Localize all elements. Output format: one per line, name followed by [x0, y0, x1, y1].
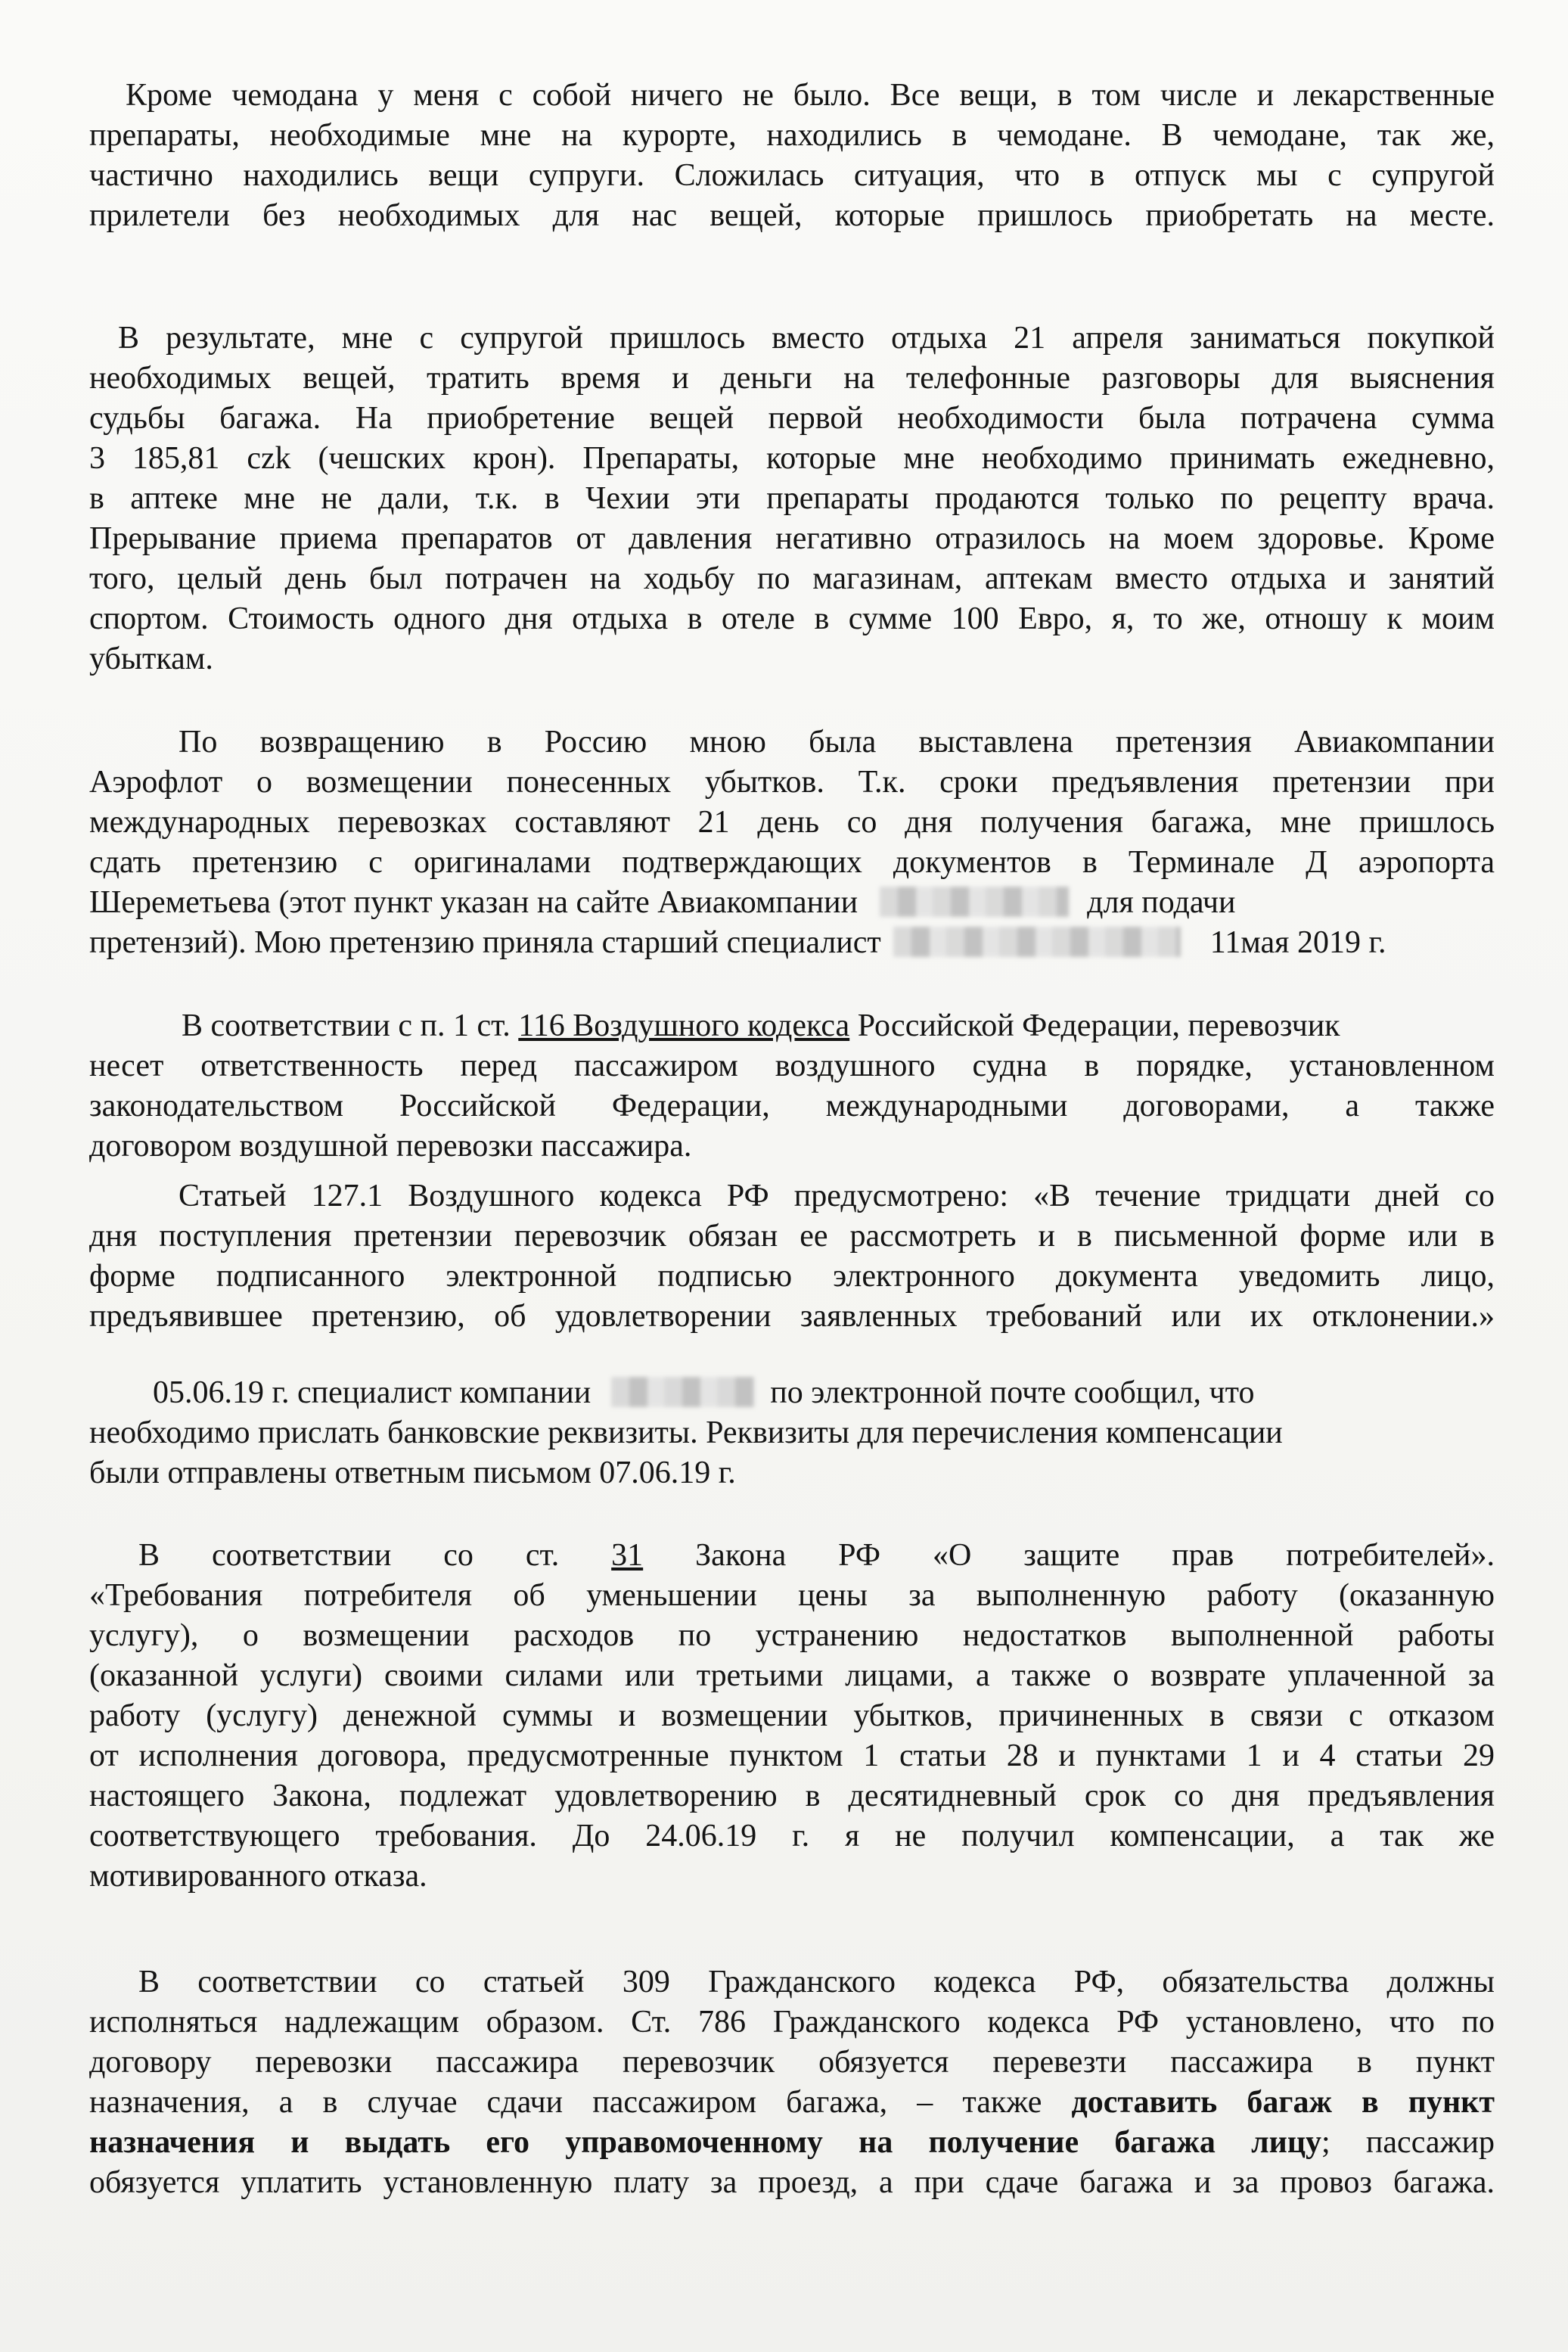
text-line: необходимых вещей, тратить время и деньги на телефонные разговоры для выяснения	[89, 361, 1495, 396]
paragraph-7	[89, 1536, 1495, 1897]
text-segment: назначения, а в случае сдачи пассажиром багажа, – также	[89, 2085, 1042, 2120]
text-line: прилетели без необходимых для нас вещей, которые пришлось приобретать на месте.	[89, 198, 1495, 233]
text-line: договору перевозки пассажира перевозчик обязуется перевезти пассажира в пункт	[89, 2045, 1495, 2080]
text-line: того, целый день был потрачен на ходьбу по магазинам, аптекам вместо отдыха и занятий	[89, 561, 1495, 596]
text-line: (оказанной услуги) своими силами или третьими лицами, а также о возврате уплаченной за	[89, 1658, 1495, 1693]
text-segment: В соответствии с п. 1 ст.	[182, 1008, 511, 1043]
text-segment: 05.06.19 г. специалист компании	[153, 1375, 591, 1410]
text-line: настоящего Закона, подлежат удовлетворению в десятидневный срок со дня предъявления	[89, 1779, 1495, 1813]
text-line: Кроме чемодана у меня с собой ничего не было. Все вещи, в том числе и лекарственные	[126, 78, 1495, 113]
text-segment: по электронной почте сообщил, что	[770, 1375, 1255, 1410]
law-article-link[interactable]: 31	[611, 1538, 644, 1573]
text-line: Аэрофлот о возмещении понесенных убытков. Т.к. сроки предъявления претензии при	[89, 765, 1495, 800]
text-line	[89, 1006, 1495, 1046]
text-line: Прерывание приема препаратов от давления негативно отразилось на моем здоровье. Кроме	[89, 521, 1495, 556]
text-line: препараты, необходимые мне на курорте, находились в чемодане. В чемодане, так же,	[89, 118, 1495, 153]
text-line: «Требования потребителя об уменьшении цены за выполненную работу (оказанную	[89, 1578, 1495, 1613]
text-line: были отправлены ответным письмом 07.06.19 г.	[89, 1456, 736, 1490]
text-segment: Российской Федерации, перевозчик	[857, 1008, 1340, 1043]
bold-text: доставить багаж в пункт	[1071, 2085, 1495, 2120]
text-line: необходимо прислать банковские реквизиты. Реквизиты для перечисления компенсации	[89, 1415, 1283, 1450]
text-line: международных перевозках составляют 21 день со дня получения багажа, мне пришлось	[89, 805, 1495, 840]
text-line	[89, 2123, 1495, 2163]
text-line: в аптеке мне не дали, т.к. в Чехии эти препараты продаются только по рецепту врача.	[89, 481, 1495, 516]
paragraph-2	[89, 318, 1495, 679]
text-line	[89, 923, 1495, 963]
text-line: В соответствии со статьей 309 Гражданского кодекса РФ, обязательства должны	[138, 1965, 1495, 1999]
paragraph-4	[89, 1006, 1495, 1167]
text-line	[89, 883, 1495, 923]
text-line: форме подписанного электронной подписью электронного документа уведомить лицо,	[89, 1259, 1495, 1294]
paragraph-6	[89, 1373, 1495, 1493]
text-line: от исполнения договора, предусмотренные пунктом 1 статьи 28 и пунктами 1 и 4 статьи 29	[89, 1738, 1495, 1773]
text-segment: претензий). Мою претензию приняла старший специалист	[89, 925, 881, 960]
text-line: исполняться надлежащим образом. Ст. 786 Гражданского кодекса РФ установлено, что по	[89, 2005, 1495, 2040]
text-line	[89, 1373, 1495, 1413]
text-line: мотивированного отказа.	[89, 1859, 427, 1894]
text-line: сдать претензию с оригиналами подтверждающих документов в Терминале Д аэропорта	[89, 845, 1495, 880]
paragraph-1	[89, 76, 1495, 236]
bold-text: назначения и выдать его управомоченному на получение багажа лицу	[89, 2125, 1322, 2160]
text-line: обязуется уплатить установленную плату за проезд, а при сдаче багажа и за провоз багажа.	[89, 2165, 1495, 2200]
text-segment: Закона РФ «О защите прав потребителей».	[695, 1538, 1495, 1573]
text-line: Статьей 127.1 Воздушного кодекса РФ предусмотрено: «В течение тридцати дней со	[179, 1179, 1495, 1213]
redacted-airline-name	[880, 887, 1069, 917]
text-segment: Шереметьева (этот пункт указан на сайте Авиакомпании	[89, 885, 859, 920]
paragraph-8	[89, 1962, 1495, 2203]
text-line	[89, 2083, 1495, 2123]
text-line: судьбы багажа. На приобретение вещей первой необходимости была потрачена сумма	[89, 401, 1495, 436]
redacted-specialist-name	[893, 927, 1181, 957]
text-line: По возвращению в Россию мною была выставлена претензия Авиакомпании	[179, 725, 1495, 760]
text-segment: В соответствии со ст.	[138, 1538, 560, 1573]
text-line: работу (услугу) денежной суммы и возмещении убытков, причиненных в связи с отказом	[89, 1698, 1495, 1733]
redacted-company-name	[611, 1377, 755, 1407]
paragraph-3	[89, 722, 1495, 963]
text-segment: для подачи	[1087, 885, 1236, 920]
text-line: В результате, мне с супругой пришлось вместо отдыха 21 апреля заниматься покупкой	[118, 321, 1495, 356]
text-line: соответствующего требования. До 24.06.19 г. я не получил компенсации, а так же	[89, 1819, 1495, 1853]
text-line: несет ответственность перед пассажиром воздушного судна в порядке, установленном	[89, 1049, 1495, 1083]
text-line: предъявившее претензию, об удовлетворении заявленных требований или их отклонении.»	[89, 1299, 1495, 1334]
text-segment: 11мая 2019 г.	[1209, 925, 1386, 960]
text-line: спортом. Стоимость одного дня отдыха в отеле в сумме 100 Евро, я, то же, отношу к моим	[89, 601, 1495, 636]
text-segment: ; пассажир	[1321, 2125, 1495, 2160]
text-line: договором воздушной перевозки пассажира.	[89, 1129, 692, 1164]
air-code-article-link[interactable]: 116 Воздушного кодекса	[518, 1008, 850, 1043]
text-line	[89, 1536, 1495, 1576]
text-line: дня поступления претензии перевозчик обязан ее рассмотреть и в письменной форме или в	[89, 1219, 1495, 1254]
text-line: услугу), о возмещении расходов по устранению недостатков выполненной работы	[89, 1618, 1495, 1653]
paragraph-5	[89, 1176, 1495, 1337]
text-line: законодательством Российской Федерации, международными договорами, а также	[89, 1089, 1495, 1123]
text-line: 3 185,81 czk (чешских крон). Препараты, которые мне необходимо принимать ежедневно,	[89, 441, 1495, 476]
text-line: убыткам.	[89, 642, 213, 676]
text-line: частично находились вещи супруги. Сложилась ситуация, что в отпуск мы с супругой	[89, 158, 1495, 193]
